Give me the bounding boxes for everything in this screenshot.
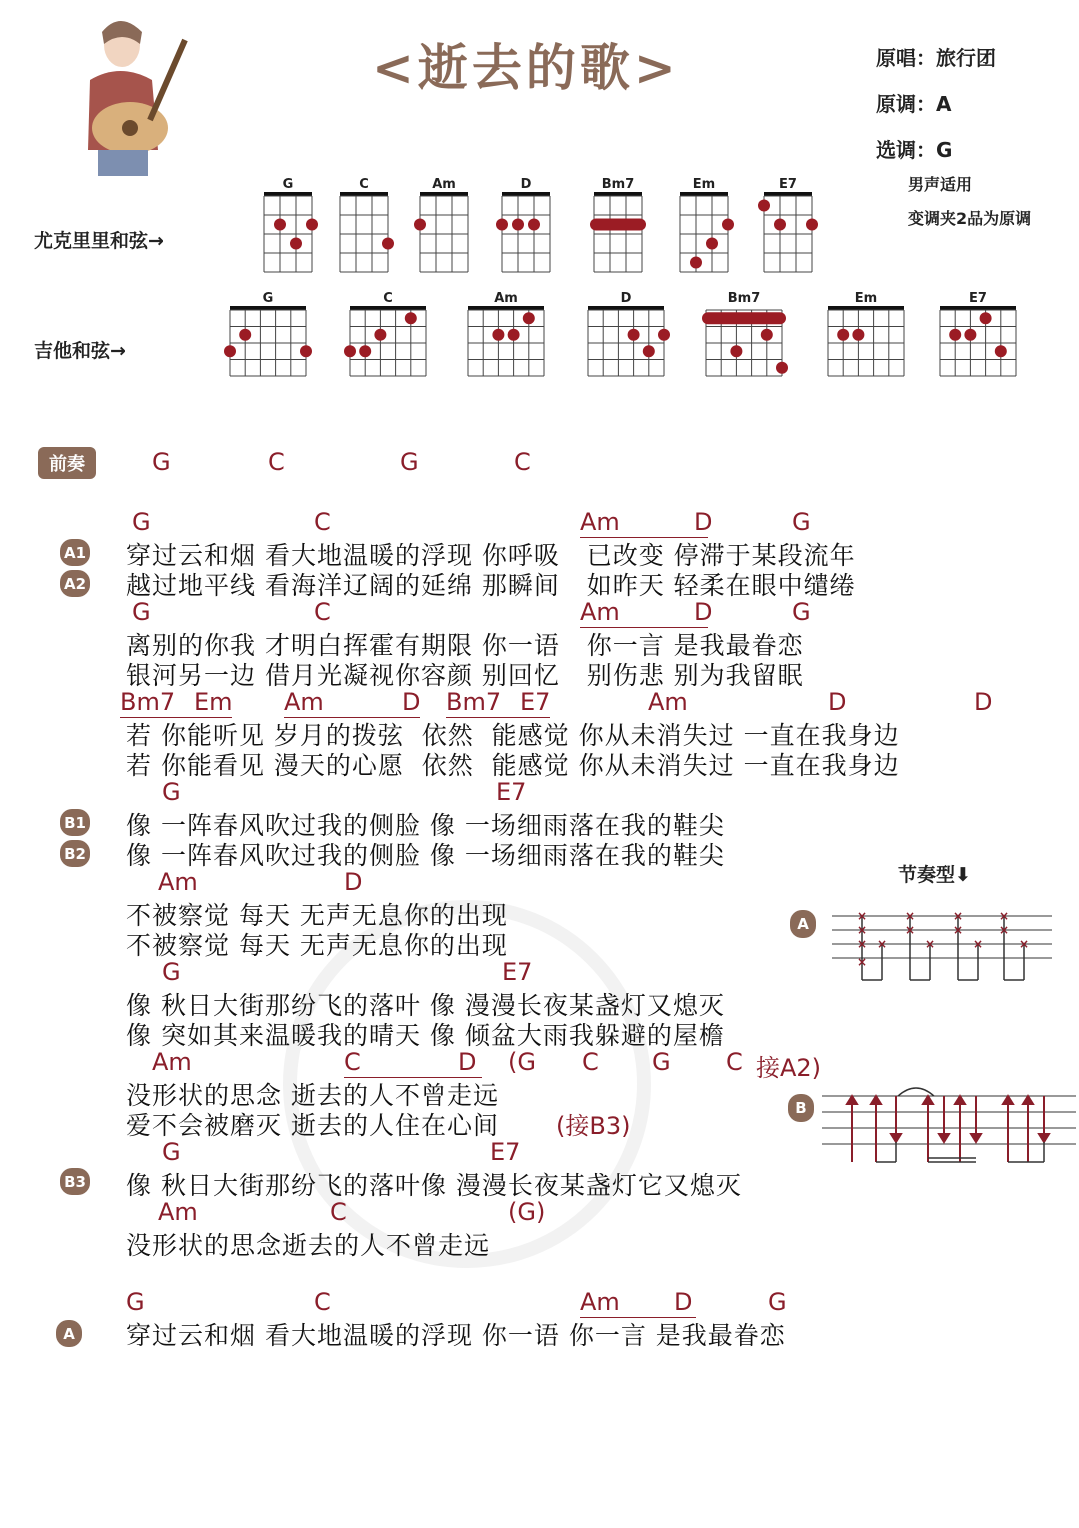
intro-chord: G <box>400 448 419 476</box>
chord: Bm7 <box>120 688 176 716</box>
chord-diagram-name: E7 <box>969 291 987 306</box>
chord-diagram-em <box>660 176 748 292</box>
intro-chord: G <box>152 448 171 476</box>
chord: Am <box>580 1288 620 1316</box>
chord-diagram-am <box>400 176 488 292</box>
chord-diagram-e7 <box>920 290 1036 396</box>
voice-note: 男声适用 <box>908 175 973 194</box>
finger-dot <box>706 238 718 250</box>
chord: Am <box>648 688 688 716</box>
finger-dot <box>774 219 786 231</box>
svg-text:×: × <box>856 937 868 951</box>
chord: Em <box>194 688 233 716</box>
lyric-line: 像 突如其来温暖我的晴天 像 倾盆大雨我躲避的屋檐 <box>126 1021 725 1050</box>
svg-text:×: × <box>924 937 936 951</box>
svg-text:×: × <box>998 923 1010 937</box>
finger-dot <box>374 329 386 341</box>
chord: 接A2) <box>756 1054 822 1082</box>
chord-diagram-name: Am <box>494 291 518 306</box>
svg-text:×: × <box>876 937 888 951</box>
chord: C <box>314 508 331 536</box>
finger-dot <box>359 345 371 357</box>
rhythm-badge-a: A <box>790 910 816 938</box>
chord: D <box>674 1288 693 1316</box>
chord: D <box>974 688 993 716</box>
chord-diagram-name: Am <box>432 177 456 192</box>
rhythm-pattern-b <box>820 1082 1078 1168</box>
original-key: 原调：A <box>876 92 952 116</box>
guitar-chords-label: 吉他和弦→ <box>34 340 126 362</box>
chord: (G) <box>508 1198 546 1226</box>
svg-text:×: × <box>856 955 868 969</box>
chord-diagram-d <box>482 176 570 292</box>
chord: G <box>652 1048 671 1076</box>
chord: G <box>132 508 151 536</box>
svg-text:×: × <box>856 923 868 937</box>
chord: D <box>458 1048 477 1076</box>
finger-dot <box>776 362 788 374</box>
svg-text:×: × <box>1018 937 1030 951</box>
section-badge-a1: A1 <box>60 539 90 566</box>
finger-dot <box>496 219 508 231</box>
chord-diagram-name: Em <box>854 291 878 306</box>
svg-text:×: × <box>952 909 964 923</box>
finger-dot <box>382 238 394 250</box>
selected-key: 选调：G <box>876 138 953 162</box>
finger-dot <box>995 345 1007 357</box>
chord: Am <box>158 868 198 896</box>
guitarist-illustration <box>40 10 190 185</box>
lyric-line: 没形状的思念 逝去的人不曾走远 <box>126 1081 499 1110</box>
lyric-line: 不被察觉 每天 无声无息你的出现 <box>126 931 508 960</box>
chord-diagram-em <box>808 290 924 396</box>
chord-diagram-name: D <box>620 291 632 306</box>
chord-diagram-c <box>330 290 446 396</box>
finger-dot <box>414 219 426 231</box>
chord: G <box>162 778 181 806</box>
lyric-line: 若 你能看见 漫天的心愿 依然 能感觉 你从未消失过 一直在我身边 <box>126 751 900 780</box>
chord: D <box>402 688 421 716</box>
lyric-line: 离别的你我 才明白挥霍有期限 你一语 你一言 是我最眷恋 <box>126 631 804 660</box>
finger-dot <box>980 312 992 324</box>
finger-dot <box>274 219 286 231</box>
chord-diagram-name: Bm7 <box>727 291 761 306</box>
svg-text:×: × <box>998 909 1010 923</box>
chord-diagram-g <box>210 290 326 396</box>
chord: D <box>694 598 713 626</box>
finger-dot <box>761 329 773 341</box>
intro-badge: 前奏 <box>38 447 96 479</box>
chord-diagram-name: G <box>262 291 274 306</box>
finger-dot <box>523 312 535 324</box>
chord-diagram-name: D <box>520 177 532 192</box>
finger-dot <box>964 329 976 341</box>
lyric-line: 不被察觉 每天 无声无息你的出现 <box>126 901 508 930</box>
svg-text:×: × <box>904 909 916 923</box>
chord: C <box>330 1198 347 1226</box>
finger-dot <box>344 345 356 357</box>
chord-diagram-name: E7 <box>779 177 797 192</box>
chord: (G <box>508 1048 536 1076</box>
lyric-line: 像 一阵春风吹过我的侧脸 像 一场细雨落在我的鞋尖 <box>126 841 725 870</box>
chord: E7 <box>496 778 527 806</box>
finger-dot <box>239 329 251 341</box>
section-badge-b1: B1 <box>60 809 90 836</box>
chord: G <box>768 1288 787 1316</box>
chord: Am <box>158 1198 198 1226</box>
chord: G <box>792 508 811 536</box>
rhythm-pattern-a <box>828 908 1056 988</box>
finger-dot <box>224 345 236 357</box>
chord-diagram-name: C <box>383 291 393 306</box>
capo-note: 变调夹2品为原调 <box>908 209 1032 228</box>
finger-dot <box>405 312 417 324</box>
rhythm-pattern-label: 节奏型⬇ <box>898 864 971 886</box>
finger-dot <box>492 329 504 341</box>
intro-chord: C <box>268 448 285 476</box>
intro-chord: C <box>514 448 531 476</box>
finger-dot <box>643 345 655 357</box>
chord: C <box>726 1048 743 1076</box>
chord: Am <box>284 688 324 716</box>
chord-diagram-name: Em <box>692 177 716 192</box>
rhythm-badge-b: B <box>788 1094 814 1122</box>
chord-diagram-d <box>568 290 684 396</box>
chord-diagram-bm7 <box>686 290 802 396</box>
chord: G <box>126 1288 145 1316</box>
finger-dot <box>837 329 849 341</box>
chord-diagram-name: C <box>359 177 369 192</box>
chord: E7 <box>490 1138 521 1166</box>
chord: C <box>314 598 331 626</box>
section-badge-a: A <box>56 1320 82 1347</box>
section-badge-b3: B3 <box>60 1168 90 1195</box>
chord: C <box>582 1048 599 1076</box>
original-singer: 原唱：旅行团 <box>876 46 996 70</box>
lyric-line: 若 你能听见 岁月的拨弦 依然 能感觉 你从未消失过 一直在我身边 <box>126 721 900 750</box>
finger-dot <box>722 219 734 231</box>
song-title: <逝去的歌> <box>372 38 680 97</box>
chord: Bm7 <box>446 688 502 716</box>
finger-dot <box>806 219 818 231</box>
chord: G <box>162 958 181 986</box>
finger-dot <box>290 238 302 250</box>
chord: G <box>792 598 811 626</box>
finger-dot <box>306 219 318 231</box>
finger-dot <box>730 345 742 357</box>
chord-diagram-name: Bm7 <box>601 177 635 192</box>
chord: D <box>344 868 363 896</box>
lyric-line: 越过地平线 看海洋辽阔的延绵 那瞬间 如昨天 轻柔在眼中缱绻 <box>126 571 856 600</box>
chord: G <box>132 598 151 626</box>
finger-dot <box>758 200 770 212</box>
lyric-line: 穿过云和烟 看大地温暖的浮现 你一语 你一言 是我最眷恋 <box>126 1321 786 1350</box>
chord-diagram-name: G <box>282 177 294 192</box>
lyric-line: 像 秋日大街那纷飞的落叶 像 漫漫长夜某盏灯又熄灭 <box>126 991 725 1020</box>
lyric-line: 穿过云和烟 看大地温暖的浮现 你呼吸 已改变 停滞于某段流年 <box>126 541 856 570</box>
chord: Am <box>580 598 620 626</box>
chord-diagram-c <box>320 176 408 292</box>
finger-dot <box>300 345 312 357</box>
svg-text:×: × <box>904 923 916 937</box>
lyric-line: 像 一阵春风吹过我的侧脸 像 一场细雨落在我的鞋尖 <box>126 811 725 840</box>
finger-dot <box>658 329 670 341</box>
finger-dot <box>690 257 702 269</box>
finger-dot <box>628 329 640 341</box>
finger-dot <box>949 329 961 341</box>
chord: E7 <box>520 688 551 716</box>
chord: C <box>314 1288 331 1316</box>
chord: E7 <box>502 958 533 986</box>
lyric-line: 像 秋日大街那纷飞的落叶像 漫漫长夜某盏灯它又熄灭 <box>126 1171 742 1200</box>
lyric-line: 没形状的思念逝去的人不曾走远 <box>126 1231 491 1260</box>
lyric-line: 爱不会被磨灭 逝去的人住在心间 <box>126 1111 499 1140</box>
ukulele-chords-label: 尤克里里和弦→ <box>34 230 164 252</box>
chord: C <box>344 1048 361 1076</box>
finger-dot <box>508 329 520 341</box>
chord-diagram-bm7 <box>574 176 662 292</box>
finger-dot <box>512 219 524 231</box>
lyric-line: 银河另一边 借月光凝视你容颜 别回忆 别伤悲 别为我留眠 <box>126 661 804 690</box>
chord: G <box>162 1138 181 1166</box>
svg-text:×: × <box>856 909 868 923</box>
chord-diagram-am <box>448 290 564 396</box>
chord: D <box>694 508 713 536</box>
chord-diagram-e7 <box>744 176 832 292</box>
finger-dot <box>528 219 540 231</box>
section-badge-b2: B2 <box>60 840 90 867</box>
chord: Am <box>580 508 620 536</box>
section-badge-a2: A2 <box>60 570 90 597</box>
chord-diagram-g <box>244 176 332 292</box>
jump-note: (接B3) <box>556 1112 631 1140</box>
chord: Am <box>152 1048 192 1076</box>
chord: D <box>828 688 847 716</box>
svg-text:×: × <box>952 923 964 937</box>
svg-text:×: × <box>972 937 984 951</box>
finger-dot <box>852 329 864 341</box>
